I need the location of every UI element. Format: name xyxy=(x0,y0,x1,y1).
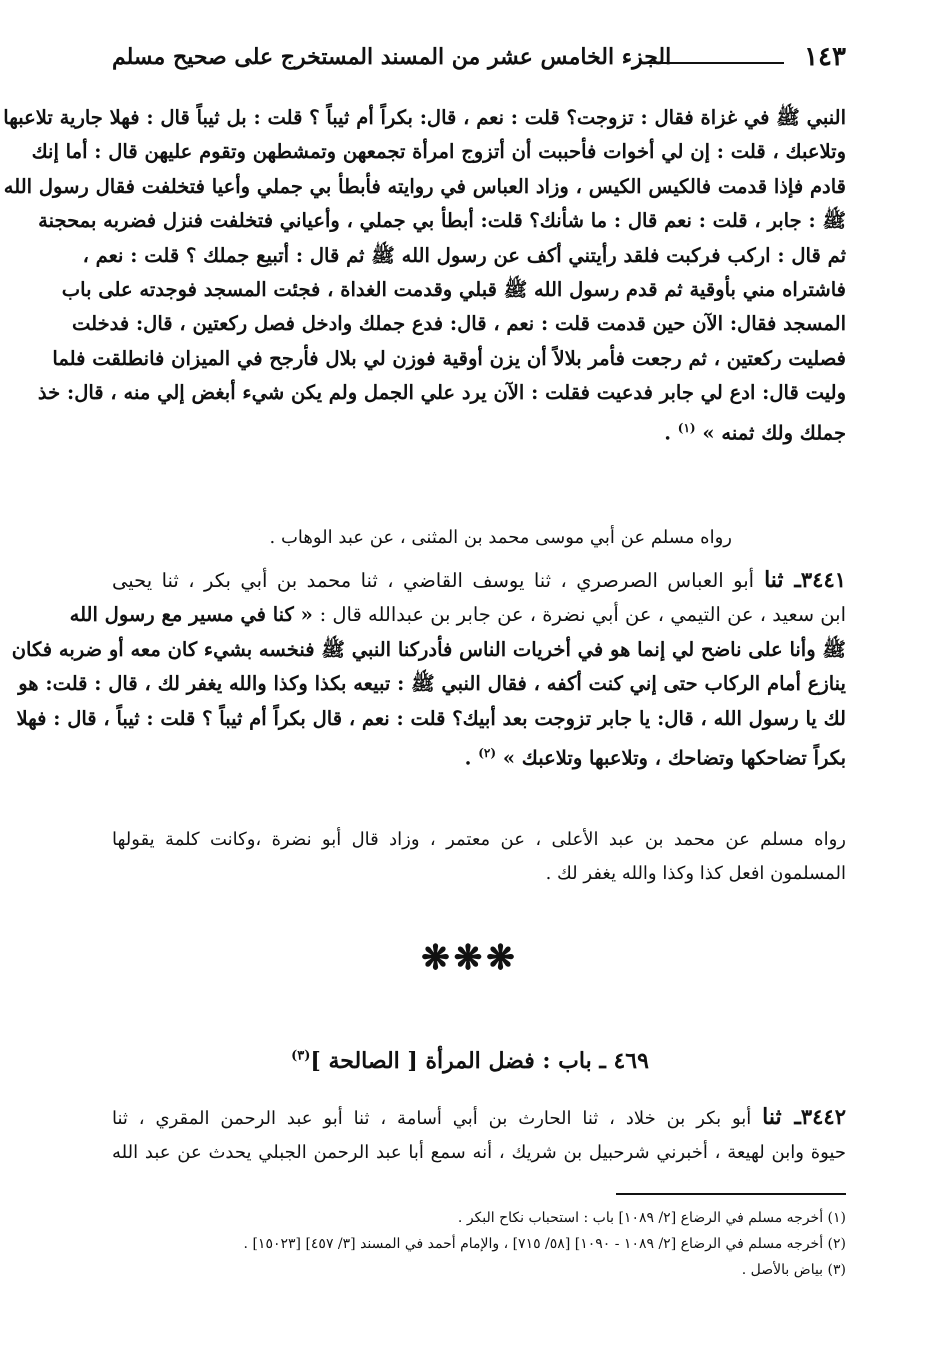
text-line: رواه مسلم عن أبي موسى محمد بن المثنى ، عن عبد الوهاب . xyxy=(269,527,732,548)
chapter-heading xyxy=(0,1048,940,1074)
text-line xyxy=(69,598,846,632)
text-line: بكراً تضاحكها وتضاحك ، وتلاعبها وتلاعبك » $^{(٢)}$ . xyxy=(464,746,846,770)
text-line: المسجد فقال: الآن حين قدمت قلت : نعم ، قال: فدع جملك وادخل فصل ركعتين ، قال: فدخلت xyxy=(71,312,846,336)
text-line: رواه مسلم عن محمد بن عبد الأعلى ، عن معتمر ، وزاد قال أبو نضرة ،وكانت كلمة يقولها xyxy=(112,829,846,850)
text-line-content: جملك ولك ثمنه » xyxy=(702,421,846,445)
text-line: فاشتراه مني بأوقية ثم قدم رسول الله ﷺ قبلي وقدمت الغداة ، فجئت المسجد فوجدته على باب xyxy=(61,278,846,302)
hadith-thana: ـ ثنا xyxy=(762,1104,801,1130)
footnote-ref: (١) xyxy=(677,420,696,435)
hadith-thana: ـ ثنا xyxy=(764,567,801,593)
narration-note xyxy=(112,823,846,891)
text-line-content: بكراً تضاحكها وتضاحك ، وتلاعبها وتلاعبك » xyxy=(502,746,846,770)
running-title: الجزء الخامس عشر من المسند المستخرج على صحيح مسلم xyxy=(112,44,672,70)
text-line: فصليت ركعتين ، ثم رجعت فأمر بلالاً أن يزن أوقية فوزن لي بلال فأرجح في الميزان فانطلقت فلما xyxy=(52,346,846,370)
text-line xyxy=(112,563,846,598)
hadith-continuation-paragraph xyxy=(3,101,846,451)
hadith-3441 xyxy=(11,563,847,776)
section-separator: ❋❋❋ xyxy=(421,938,519,978)
text-line: لك يا رسول الله ، قال: يا جابر تزوجت بعد أبيك؟ قلت : نعم ، قال بكراً أم ثيباً ؟ قلت : ثيباً ، قال : فهلا xyxy=(16,706,846,730)
isnad-text: أبو بكر بن خلاد ، ثنا الحارث بن أبي أسامة ، ثنا أبو عبد الرحمن المقري ، ثنا xyxy=(112,1108,752,1129)
footnote-rule xyxy=(616,1193,846,1195)
footnotes xyxy=(86,1205,846,1283)
page-number: ١٤٣ xyxy=(804,42,846,72)
text-line xyxy=(112,1100,846,1136)
hadith-number: ٣٤٤١ xyxy=(800,567,847,592)
text-line: النبي ﷺ في غزاة فقال : تزوجت؟ قلت : نعم ، قال: بكراً أم ثيباً ؟ قلت : بل ثيباً قال : فهلا جارية تلاعبها xyxy=(3,106,846,129)
matn-text: « كنا في مسير مع رسول الله xyxy=(69,603,313,627)
running-header xyxy=(112,40,846,80)
text-line: ينازع أمام الركاب حتى إني كنت أكفه ، فقال النبي ﷺ : تبيعه بكذا وكذا والله يغفر لك ، قال : قلت: هو xyxy=(18,672,846,696)
text-line: ﷺ : جابر ، قلت : نعم قال : ما شأنك؟ قلت: أبطأ بي جملي ، وأعياني فتخلفت فنزل فضربه بمحجنة xyxy=(38,209,846,233)
text-line: وليت قال: ادع لي جابر فدعيت فقلت : الآن يرد علي الجمل ولم يكن شيء أبغض إلي منه ، قال: خذ xyxy=(37,381,846,405)
text-line: وتلاعبك ، قلت : إن لي أخوات فأحببت أن أتزوج امرأة تجمعهن وتمشطهن وتقوم عليهن قال : أما إنك xyxy=(31,140,846,164)
footnote: (٢) أخرجه مسلم في الرضاع [٢/ ١٠٨٩ - ١٠٩٠] [٥٨/ ٧١٥] ، والإمام أحمد في المسند [٣/ ٤٥٧] [١٥٠٢٣] . xyxy=(243,1236,846,1252)
footnote-ref: (٢) xyxy=(478,746,497,761)
footnote: (١) أخرجه مسلم في الرضاع [٢/ ١٠٨٩] باب : استحباب نكاح البكر . xyxy=(457,1210,846,1226)
hadith-3442 xyxy=(112,1100,846,1170)
text-line: المسلمون افعل كذا وكذا والله يغفر لك . xyxy=(545,863,846,884)
text-line: حيوة وابن لهيعة ، أخبرني شرحبيل بن شريك ، أنه سمع أبا عبد الرحمن الجبلي يحدث عن عبد الله xyxy=(112,1142,846,1163)
footnote: (٣) بياض بالأصل . xyxy=(741,1262,846,1278)
isnad-text: أبو العباس الصرصري ، ثنا يوسف القاضي ، ثنا محمد بن أبي بكر ، ثنا يحيى xyxy=(112,569,755,592)
text-line: ثم قال : اركب فركبت فلقد رأيتني أكف عن رسول الله ﷺ ثم قال : أتبيع جملك ؟ قلت : نعم ، xyxy=(82,243,846,267)
hadith-number: ٣٤٤٢ xyxy=(800,1104,846,1129)
chapter-title: ٤٦٩ ـ باب : فضل المرأة [ الصالحة ] xyxy=(310,1048,649,1074)
text-line: ﷺ وأنا على ناضح لي إنما هو في أخريات الناس فأدركنا النبي ﷺ فنخسه بشيء كان معه أو ضربه فكان xyxy=(11,637,846,661)
text-line: جملك ولك ثمنه » $^{(١)}$ . xyxy=(664,420,846,445)
isnad-text: ابن سعيد ، عن التيمي ، عن أبي نضرة ، عن جابر بن عبدالله قال : xyxy=(319,603,846,627)
text-line: قادم فإذا قدمت فالكيس الكيس ، وزاد العباس في روايته فأبطأ بي جملي وأعيا فتخلفت فقال رسول الله xyxy=(3,174,846,198)
footnote-ref: (٣) xyxy=(291,1048,311,1064)
narration-note xyxy=(172,521,732,555)
